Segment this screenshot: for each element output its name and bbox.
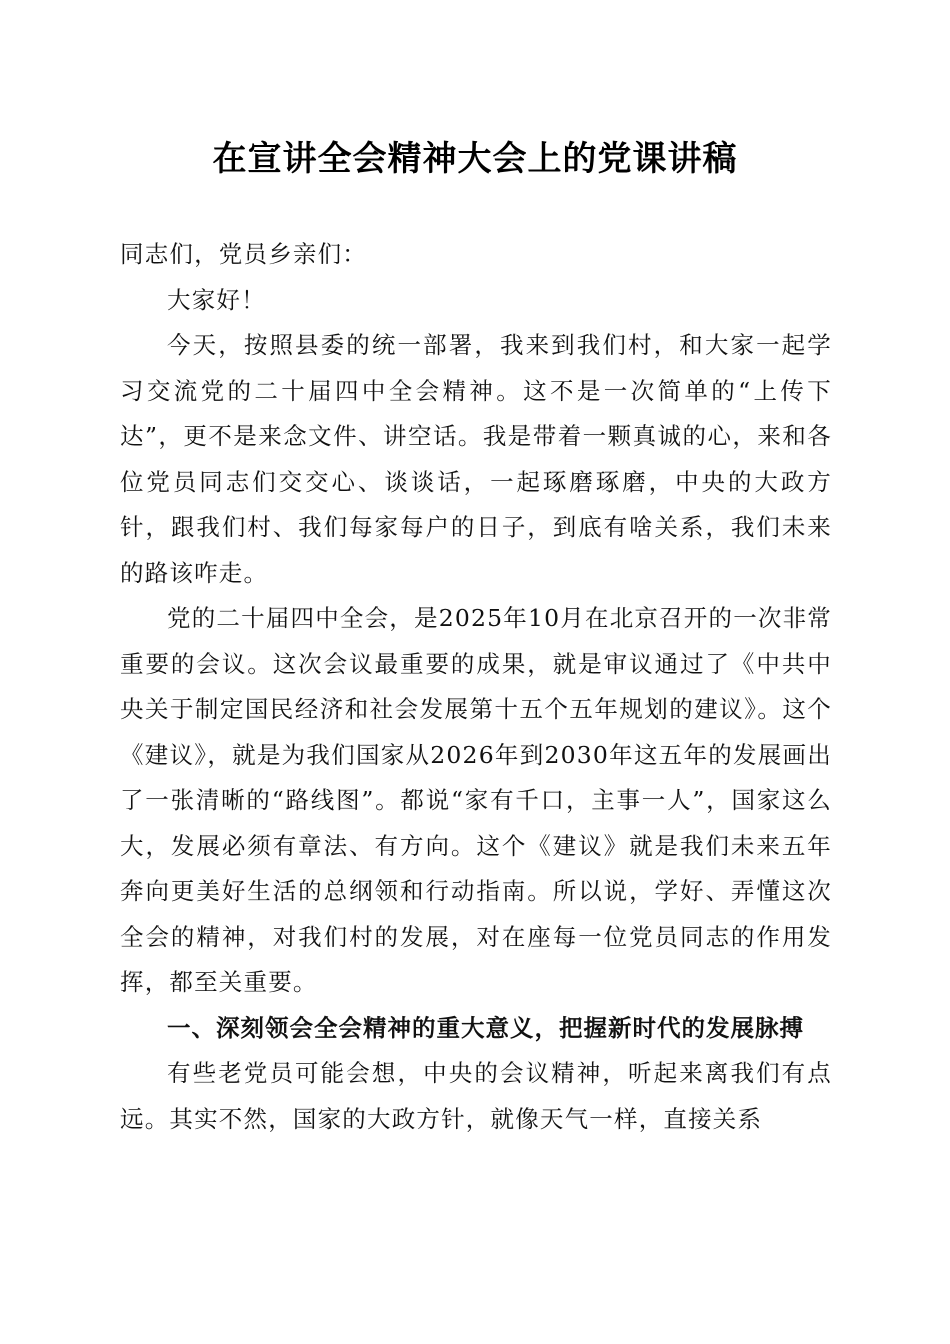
paragraph-2: 党的二十届四中全会，是2025年10月在北京召开的一次非常重要的会议。这次会议最重要的成果，就是审议通过了《中共中央关于制定国民经济和社会发展第十五个五年规划的建议》。这个《建议》，就是为我们国家从2026年到2030年这五年的发展画出了一张清晰的“路线图”。都说“家有千口，主事一人”，国家这么大，发展必须有章法、有方向。这个《建议》就是我们未来五年奔向更美好生活的总纲领和行动指南。所以说，学好、弄懂这次全会的精神，对我们村的发展，对在座每一位党员同志的作用发挥，都至关重要。 [120, 604, 833, 996]
section-paragraph-1: 有些老党员可能会想，中央的会议精神，听起来离我们有点远。其实不然，国家的大政方针，就像天气一样，直接关系 [120, 1059, 832, 1133]
greeting: 大家好！ [167, 285, 266, 314]
paragraph-1: 今天，按照县委的统一部署，我来到我们村，和大家一起学习交流党的二十届四中全会精神。这不是一次简单的“上传下达”，更不是来念文件、讲空话。我是带着一颗真诚的心，来和各位党员同志们交交心、谈谈话，一起琢磨琢磨，中央的大政方针，跟我们村、我们每家每户的日子，到底有啥关系，我们未来的路该咋走。 [120, 331, 832, 587]
salutation: 同志们，党员乡亲们： [120, 240, 367, 268]
section-heading-1: 一、深刻领会全会精神的重大意义，把握新时代的发展脉搏 [167, 1013, 804, 1042]
document-body [120, 232, 832, 1142]
document-title: 在宣讲全会精神大会上的党课讲稿 [212, 139, 738, 179]
